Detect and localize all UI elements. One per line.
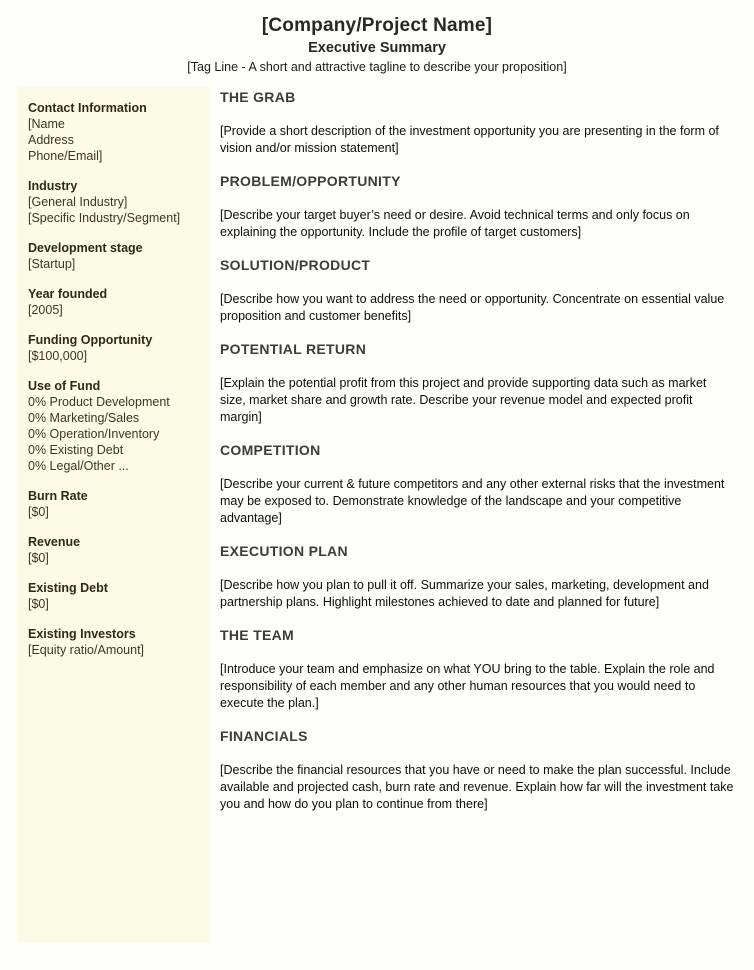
summary-section (220, 88, 735, 157)
section-body: [Describe how you want to address the need or opportunity. Concentrate on essential value proposition and customer benefits] (220, 292, 725, 323)
sidebar-group-lines (28, 256, 202, 272)
sidebar-group (28, 332, 202, 364)
sidebar-group-line: [$0] (28, 505, 49, 519)
sidebar-group-lines (28, 394, 202, 474)
sidebar-group (28, 580, 202, 612)
sidebar-group (28, 534, 202, 566)
sidebar-group-label: Contact Information (28, 101, 147, 115)
sidebar-group-line: [Equity ratio/Amount] (28, 643, 145, 657)
sidebar-group-line: 0% Legal/Other ... (28, 459, 129, 473)
sidebar-group-lines (28, 194, 202, 226)
sidebar-group-line: Address (28, 133, 74, 147)
section-heading: COMPETITION (220, 442, 321, 458)
sidebar-group-line: [Startup] (28, 257, 76, 271)
summary-section (220, 727, 735, 813)
header (0, 14, 754, 75)
sidebar (17, 87, 210, 943)
section-heading: EXECUTION PLAN (220, 543, 348, 559)
section-heading: POTENTIAL RETURN (220, 341, 367, 357)
section-body: [Describe the financial resources that you have or need to make the plan successful. Include available and projected cash, burn rate and revenue. Explain how far will the investment take you and how do you plan to continue from there] (220, 763, 734, 811)
section-body: [Describe how you plan to pull it off. Summarize your sales, marketing, development and partnership plans. Highlight milestones achieved to date and planned for future] (220, 578, 709, 609)
sidebar-group-label: Existing Debt (28, 581, 108, 595)
summary-section (220, 340, 735, 426)
sidebar-group (28, 286, 202, 318)
summary-section (220, 441, 735, 527)
sidebar-group-lines (28, 596, 202, 612)
sidebar-group (28, 378, 202, 474)
sidebar-group (28, 488, 202, 520)
sidebar-group-label: Industry (28, 179, 78, 193)
sidebar-group-line: [Name (28, 117, 65, 131)
sidebar-group (28, 178, 202, 226)
tagline-placeholder: [Tag Line - A short and attractive tagline to describe your proposition] (187, 60, 567, 74)
sidebar-group-label: Existing Investors (28, 627, 136, 641)
sidebar-group-label: Development stage (28, 241, 143, 255)
section-heading: PROBLEM/OPPORTUNITY (220, 173, 401, 189)
sidebar-group-lines (28, 116, 202, 164)
summary-section (220, 256, 735, 325)
section-heading: THE GRAB (220, 89, 296, 105)
section-body: [Describe your target buyer’s need or desire. Avoid technical terms and only focus on explaining the opportunity. Include the profile of target customers] (220, 208, 690, 239)
section-body: [Introduce your team and emphasize on what YOU bring to the table. Explain the role and responsibility of each member and any other human resources that you would need to execute the plan.] (220, 662, 715, 710)
sidebar-group-lines (28, 550, 202, 566)
sidebar-group-line: Phone/Email] (28, 149, 103, 163)
section-body: [Explain the potential profit from this project and provide supporting data such as market size, market share and growth rate. Describe your revenue model and expected profit margin] (220, 376, 707, 424)
sidebar-group-line: 0% Product Development (28, 395, 170, 409)
sidebar-group-line: [2005] (28, 303, 63, 317)
sidebar-group-line: [$0] (28, 597, 49, 611)
sidebar-group-line: 0% Operation/Inventory (28, 427, 160, 441)
sidebar-group-line: [Specific Industry/Segment] (28, 211, 181, 225)
main-content (220, 88, 735, 828)
section-body: [Provide a short description of the investment opportunity you are presenting in the form of vision and/or mission statement] (220, 124, 719, 155)
sidebar-group (28, 240, 202, 272)
summary-section (220, 172, 735, 241)
sidebar-group-line: 0% Marketing/Sales (28, 411, 140, 425)
sidebar-group (28, 626, 202, 658)
section-heading: THE TEAM (220, 627, 294, 643)
summary-section (220, 626, 735, 712)
sidebar-group-line: [$0] (28, 551, 49, 565)
sidebar-group-lines (28, 302, 202, 318)
summary-section (220, 542, 735, 611)
section-heading: SOLUTION/PRODUCT (220, 257, 371, 273)
sidebar-group-lines (28, 642, 202, 658)
sidebar-group-label: Use of Fund (28, 379, 101, 393)
section-body: [Describe your current & future competitors and any other external risks that the investment may be exposed to. Demonstrate knowledge of the landscape and your competitive advantage] (220, 477, 725, 525)
executive-summary-subtitle: Executive Summary (308, 40, 446, 56)
sidebar-group (28, 100, 202, 164)
company-project-name-title: [Company/Project Name] (261, 15, 493, 36)
sidebar-group-label: Funding Opportunity (28, 333, 153, 347)
sidebar-group-lines (28, 504, 202, 520)
sidebar-group-lines (28, 348, 202, 364)
section-heading: FINANCIALS (220, 728, 308, 744)
sidebar-group-label: Revenue (28, 535, 81, 549)
sidebar-group-label: Burn Rate (28, 489, 88, 503)
sidebar-group-line: [General Industry] (28, 195, 128, 209)
sidebar-group-label: Year founded (28, 287, 108, 301)
sidebar-group-line: 0% Existing Debt (28, 443, 124, 457)
sidebar-group-line: [$100,000] (28, 349, 88, 363)
